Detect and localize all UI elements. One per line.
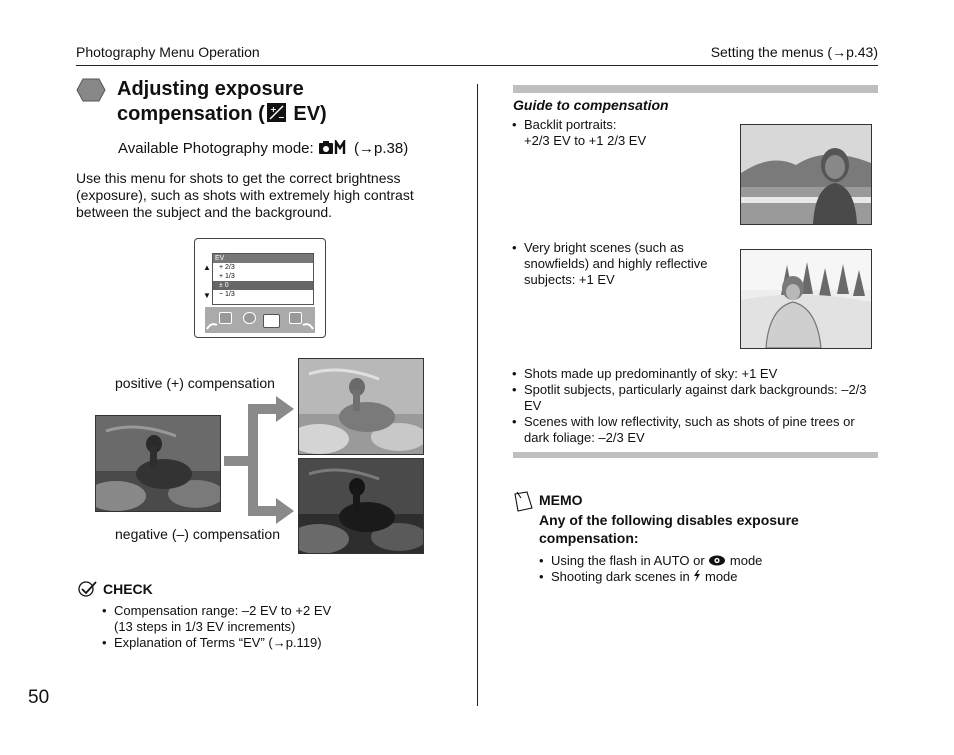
positive-label: positive (+) compensation xyxy=(115,375,275,391)
header-rule xyxy=(76,65,878,66)
quality-icon xyxy=(219,312,232,324)
guide-list-3 xyxy=(510,366,875,446)
check-list xyxy=(100,603,460,651)
negative-label: negative (–) compensation xyxy=(115,526,280,542)
lcd-icon-bar xyxy=(205,307,315,333)
ev-option: + 1/3 xyxy=(219,273,235,280)
guide-list-2 xyxy=(510,240,725,288)
memo-subheading: Any of the following disables exposure compensation: xyxy=(539,512,799,546)
ev-option-selected: ± 0 xyxy=(213,281,313,290)
list-item: • Using the flash in AUTO or mode xyxy=(537,553,867,569)
left-curve-arrow-icon xyxy=(205,321,219,331)
ev-option: − 1/3 xyxy=(219,291,235,298)
available-mode xyxy=(118,140,408,157)
guide-heading: Guide to compensation xyxy=(513,97,669,113)
title-line1: Adjusting exposure xyxy=(117,78,304,100)
running-header-left: Photography Menu Operation xyxy=(76,44,260,60)
section-hexagon-icon xyxy=(76,78,106,102)
ev-selected-icon xyxy=(263,314,280,328)
original-photo xyxy=(95,415,221,512)
list-item: • Scenes with low reflectivity, such as shots of pine trees or dark foliage: –2/3 EV xyxy=(510,414,875,446)
section-bar-bottom xyxy=(513,452,878,458)
title-line2-pre: compensation ( xyxy=(117,103,265,125)
section-bar-top xyxy=(513,85,878,93)
backlit-portrait-photo xyxy=(740,124,872,225)
list-item: • Spotlit subjects, particularly against dark backgrounds: –2/3 EV xyxy=(510,382,875,414)
running-header-right: Setting the menus (→p.43) xyxy=(710,44,878,60)
ev-option: + 2/3 xyxy=(219,264,235,271)
available-ref: (→p.38) xyxy=(349,140,409,157)
column-divider xyxy=(477,84,478,706)
list-item: • Very bright scenes (such as snowfields) and highly reflective subjects: +1 EV xyxy=(510,240,725,288)
lcd-screen-illustration xyxy=(194,238,326,338)
memo-note-icon xyxy=(512,490,534,512)
fork-arrow-icon xyxy=(224,394,296,526)
page-title xyxy=(117,77,457,127)
manual-camera-mode-icon xyxy=(318,140,350,155)
page-number: 50 xyxy=(28,687,50,708)
title-line2-post: EV) xyxy=(287,103,327,125)
scroll-up-arrow-icon: ▲ xyxy=(203,263,211,272)
svg-text:+: + xyxy=(269,105,277,114)
guide-list-1 xyxy=(510,117,725,149)
list-item: • Explanation of Terms “EV” (→p.119) xyxy=(100,635,460,651)
list-item: • Shots made up predominantly of sky: +1 EV xyxy=(510,366,875,382)
ev-menu-label: EV xyxy=(213,254,313,263)
ev-menu-panel xyxy=(212,253,314,305)
memo-list xyxy=(537,553,867,585)
list-item: • Compensation range: –2 EV to +2 EV (13 steps in 1/3 EV increments) xyxy=(100,603,460,635)
check-note-icon xyxy=(78,580,98,598)
memo-heading: MEMO xyxy=(539,492,583,508)
positive-compensation-photo xyxy=(298,358,424,455)
snowfield-photo xyxy=(740,249,872,349)
right-curve-arrow-icon xyxy=(301,321,315,331)
ev-compensation-icon xyxy=(267,103,286,122)
negative-compensation-photo xyxy=(298,458,424,554)
check-heading: CHECK xyxy=(103,581,153,597)
available-label: Available Photography mode: xyxy=(118,140,318,157)
red-eye-reduction-icon xyxy=(708,555,726,566)
svg-text:−: − xyxy=(277,113,285,122)
scroll-down-arrow-icon: ▼ xyxy=(203,291,211,300)
color-icon xyxy=(243,312,256,324)
intro-paragraph: Use this menu for shots to get the correct brightness (exposure), such as shots with extremely high contrast between the subject and the background. xyxy=(76,170,414,220)
list-item: • Backlit portraits: +2/3 EV to +1 2/3 EV xyxy=(510,117,725,149)
list-item: • Shooting dark scenes in mode xyxy=(537,569,867,585)
